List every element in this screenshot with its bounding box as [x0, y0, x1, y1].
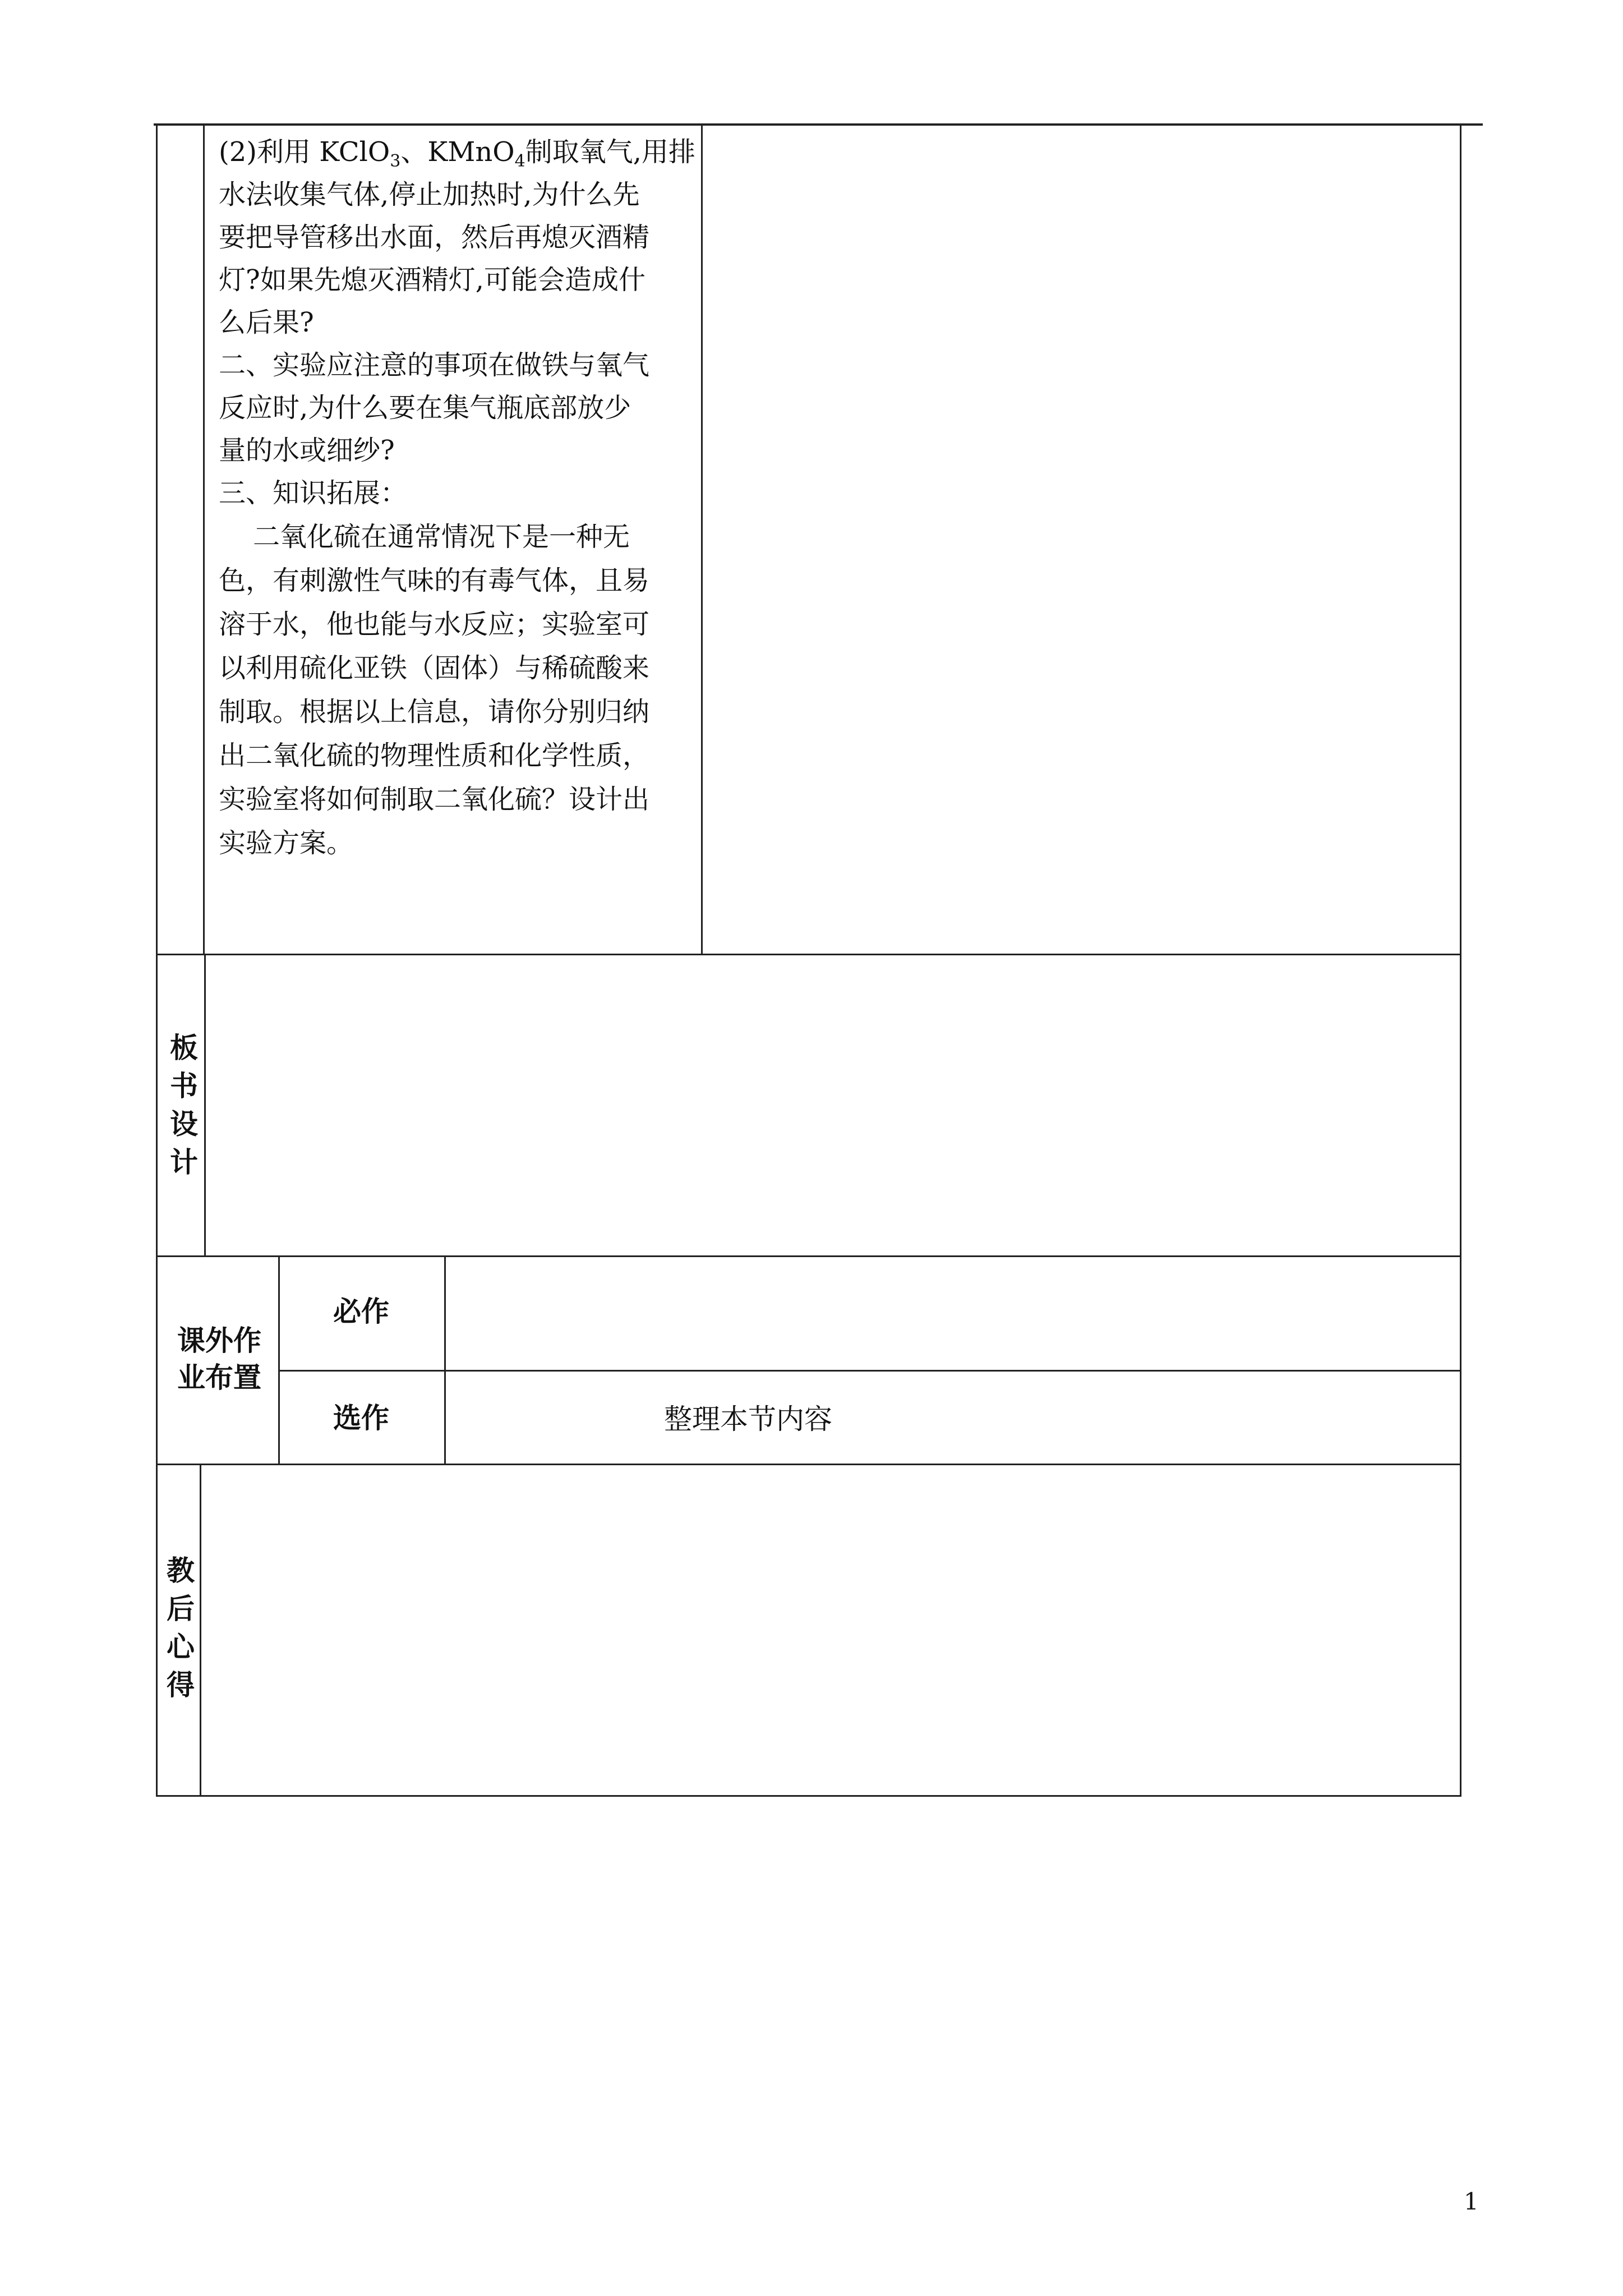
board-label-divider [204, 954, 206, 1257]
content-line-5: 么后果? [219, 307, 314, 338]
content-line-11: 色，有刺激性气味的有毒气体，且易 [219, 565, 650, 596]
content-line-2: 水法收集气体,停止加热时,为什么先 [219, 179, 640, 210]
content-line-17: 实验方案。 [219, 827, 354, 859]
optional-homework-content: 整理本节内容 [664, 1403, 832, 1435]
row1-label-divider [203, 125, 205, 955]
content-line-1: (2)利用 KClO$_3$、KMnO$_4$制取氧气,用排 [219, 136, 695, 171]
board-design-label-char: 书 [170, 1070, 198, 1102]
content-line-13: 以利用硫化亚铁（固体）与稀硫酸来 [219, 652, 650, 684]
row1-column-divider [701, 125, 703, 955]
divider-reflection [156, 1464, 1461, 1465]
homework-type-divider [444, 1255, 446, 1465]
content-line-4: 灯?如果先熄灭酒精灯,可能会造成什 [219, 264, 645, 296]
teaching-reflection-label [164, 1552, 197, 1704]
homework-label-line2: 业布置 [177, 1361, 261, 1394]
optional-homework-label: 选作 [333, 1402, 389, 1434]
table-border-bottom [156, 1795, 1461, 1797]
page-number: 1 [1464, 2188, 1479, 2215]
homework-label-divider [278, 1255, 280, 1465]
teaching-reflection-label-char: 心 [167, 1631, 195, 1663]
header-rule [154, 123, 1483, 126]
teaching-reflection-label-char: 后 [167, 1593, 195, 1625]
board-design-label-char: 计 [170, 1146, 198, 1179]
content-line-6: 二、实验应注意的事项在做铁与氧气 [219, 349, 650, 381]
content-line-9: 三、知识拓展： [219, 477, 408, 509]
divider-board [156, 954, 1461, 955]
reflection-label-divider [200, 1464, 201, 1796]
teaching-reflection-label-char: 得 [167, 1669, 195, 1701]
divider-homework [156, 1255, 1461, 1257]
content-line-3: 要把导管移出水面，然后再熄灭酒精 [219, 222, 650, 253]
content-line-7: 反应时,为什么要在集气瓶底部放少 [219, 392, 631, 424]
table-border-left [156, 125, 158, 1797]
board-design-label [167, 1029, 201, 1181]
table-border-right [1460, 125, 1461, 1797]
content-line-15: 出二氧化硫的物理性质和化学性质， [219, 740, 650, 771]
board-design-label-char: 设 [170, 1108, 198, 1140]
content-line-8: 量的水或细纱? [219, 435, 395, 466]
content-line-14: 制取。根据以上信息，请你分别归纳 [219, 696, 650, 728]
teaching-reflection-label-char: 教 [167, 1554, 195, 1587]
content-line-10: 二氧化硫在通常情况下是一种无 [219, 521, 630, 553]
content-line-16: 实验室将如何制取二氧化硫？设计出 [219, 784, 650, 815]
content-line-12: 溶于水，他也能与水反应；实验室可 [219, 609, 650, 640]
divider-homework-inner [278, 1370, 1461, 1372]
homework-label-line1: 课外作 [177, 1324, 261, 1357]
required-homework-label: 必作 [333, 1295, 389, 1328]
board-design-label-char: 板 [170, 1032, 198, 1064]
